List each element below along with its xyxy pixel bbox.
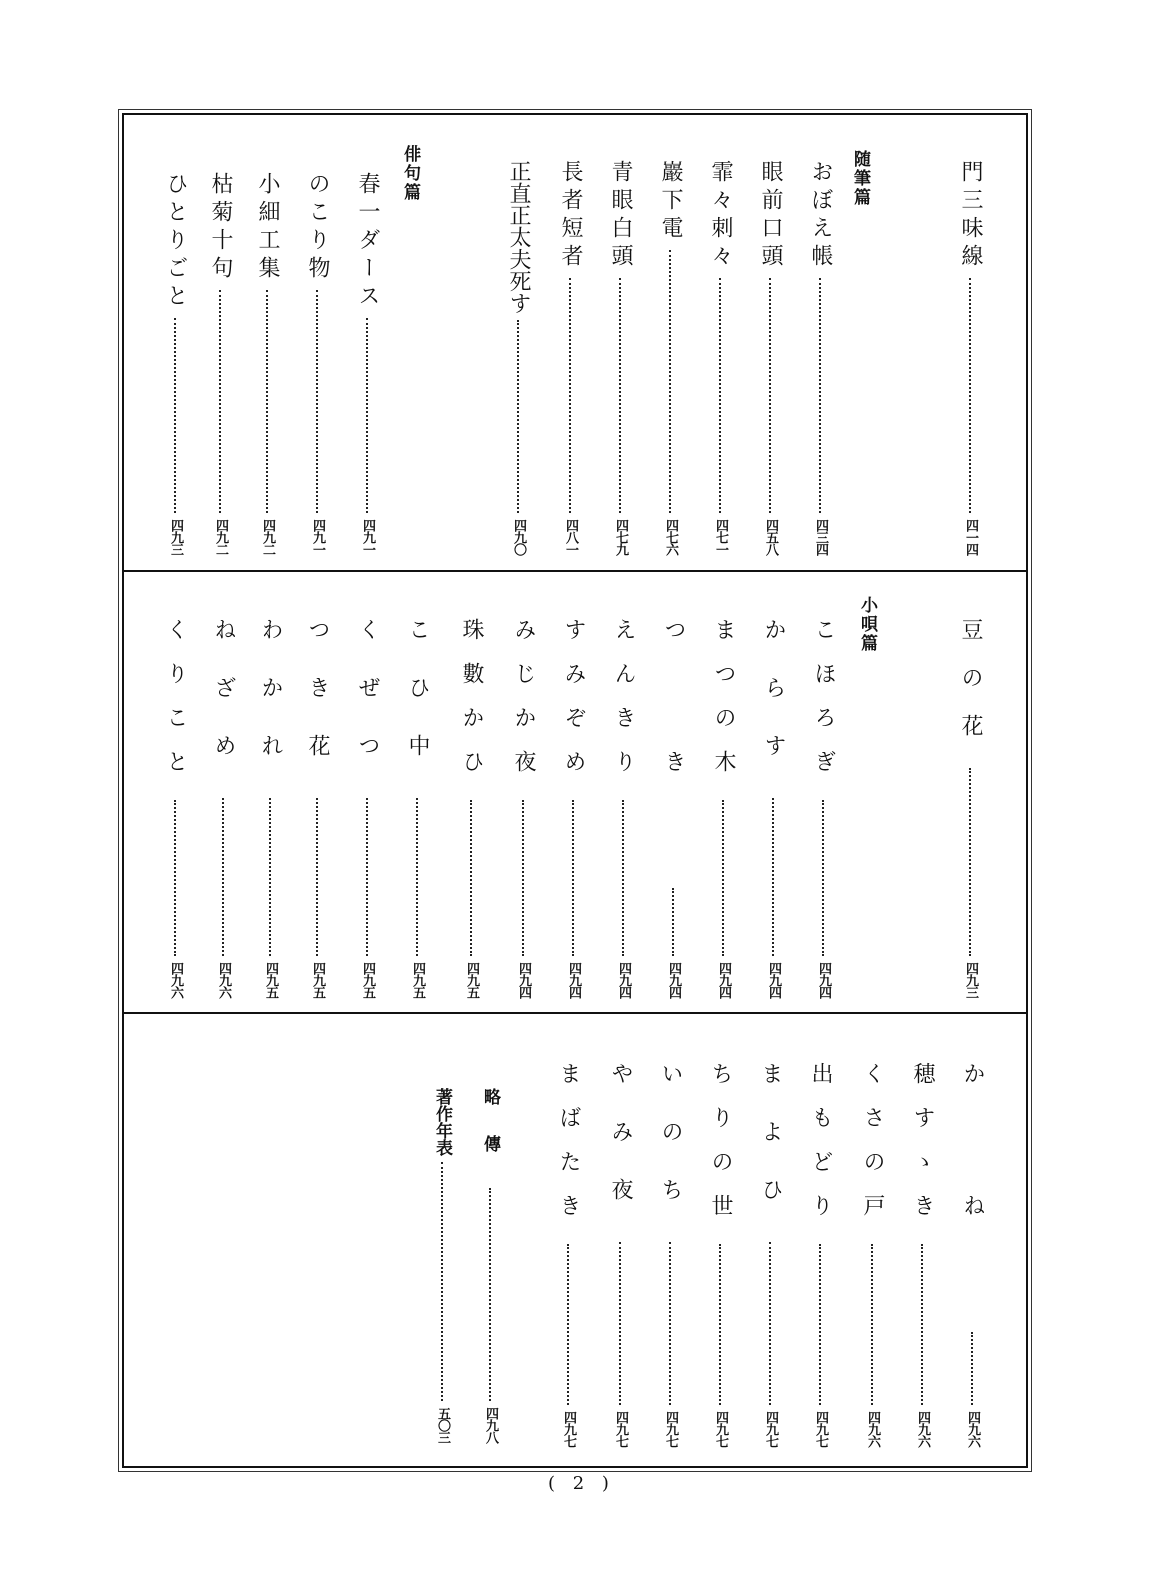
leader-dots bbox=[871, 1244, 875, 1405]
entry-title: 眼前口頭 bbox=[758, 160, 783, 272]
toc-entry[interactable] bbox=[805, 160, 836, 555]
entry-title: こひ中 bbox=[405, 618, 430, 792]
toc-entry[interactable] bbox=[503, 160, 534, 555]
leader-dots bbox=[819, 278, 823, 513]
leader-dots bbox=[719, 278, 723, 513]
entry-page: 四九七 bbox=[613, 1411, 628, 1447]
entry-title: まばたき bbox=[556, 1062, 581, 1238]
leader-dots bbox=[822, 800, 826, 956]
toc-entry[interactable] bbox=[302, 618, 333, 998]
entry-title: わかれ bbox=[258, 618, 283, 792]
leader-dots bbox=[969, 278, 973, 513]
entry-page: 四九六 bbox=[865, 1411, 880, 1447]
entry-title: ひとりごと bbox=[163, 172, 188, 312]
entry-page: 四九六 bbox=[216, 962, 231, 998]
entry-page: 四九六 bbox=[965, 1411, 980, 1447]
toc-entry[interactable] bbox=[478, 1088, 503, 1443]
leader-dots bbox=[921, 1244, 925, 1405]
entry-title: やみ夜 bbox=[608, 1062, 633, 1236]
leader-dots bbox=[672, 888, 676, 956]
entry-title: くぜつ bbox=[355, 618, 380, 792]
leader-dots bbox=[722, 800, 726, 956]
toc-entry[interactable] bbox=[255, 618, 286, 998]
entry-page: 四九四 bbox=[716, 962, 731, 998]
toc-entry[interactable] bbox=[755, 1062, 786, 1447]
toc-entry[interactable] bbox=[655, 160, 686, 555]
entry-title: 略傳 bbox=[480, 1088, 500, 1182]
leader-dots bbox=[366, 318, 370, 513]
leader-dots bbox=[769, 278, 773, 513]
leader-dots bbox=[971, 1332, 975, 1405]
entry-page: 四九八 bbox=[483, 1407, 498, 1443]
divider-bottom bbox=[124, 1012, 1026, 1014]
toc-entry[interactable] bbox=[208, 618, 239, 998]
entry-title: 霏々刺々 bbox=[708, 160, 733, 272]
toc-entry[interactable] bbox=[805, 1062, 836, 1447]
entry-page: 四九七 bbox=[561, 1411, 576, 1447]
toc-entry[interactable] bbox=[907, 1062, 938, 1447]
entry-title: かね bbox=[960, 1062, 985, 1326]
toc-entry[interactable] bbox=[808, 618, 839, 998]
entry-page: 四九五 bbox=[360, 962, 375, 998]
entry-title: 豆の花 bbox=[958, 618, 983, 762]
leader-dots bbox=[316, 290, 320, 513]
page-number: ( 2 ) bbox=[548, 1473, 615, 1494]
entry-page: 四九四 bbox=[666, 962, 681, 998]
entry-page: 四九五 bbox=[310, 962, 325, 998]
entry-title: ちりの世 bbox=[708, 1062, 733, 1238]
toc-entry[interactable] bbox=[758, 618, 789, 998]
leader-dots bbox=[819, 1244, 823, 1405]
leader-dots bbox=[567, 1244, 571, 1405]
section-heading: 俳句篇 bbox=[400, 145, 420, 202]
toc-entry[interactable] bbox=[705, 160, 736, 555]
entry-title: 春一ダース bbox=[355, 172, 380, 312]
entry-title: つき bbox=[661, 618, 686, 882]
toc-entry[interactable] bbox=[160, 172, 191, 555]
leader-dots bbox=[219, 290, 223, 513]
leader-dots bbox=[269, 798, 273, 956]
entry-title: まよひ bbox=[758, 1062, 783, 1236]
entry-title: のこり物 bbox=[305, 172, 330, 284]
entry-page: 四九四 bbox=[616, 962, 631, 998]
entry-title: 巖下電 bbox=[658, 160, 683, 244]
toc-entry[interactable] bbox=[160, 618, 191, 998]
entry-title: 著作年表 bbox=[432, 1088, 452, 1156]
toc-entry[interactable] bbox=[352, 172, 383, 555]
entry-page: 四八一 bbox=[563, 519, 578, 555]
entry-title: 長者短者 bbox=[558, 160, 583, 272]
toc-entry[interactable] bbox=[605, 160, 636, 555]
entry-page: 四九一 bbox=[360, 519, 375, 555]
leader-dots bbox=[772, 798, 776, 956]
entry-page: 四五八 bbox=[763, 519, 778, 555]
toc-entry[interactable] bbox=[708, 618, 739, 998]
leader-dots bbox=[416, 798, 420, 956]
toc-entry[interactable] bbox=[352, 618, 383, 998]
toc-entry[interactable] bbox=[205, 172, 236, 555]
entry-page: 四九一 bbox=[310, 519, 325, 555]
toc-entry[interactable] bbox=[605, 1062, 636, 1447]
entry-page: 四九五 bbox=[263, 962, 278, 998]
toc-entry[interactable] bbox=[402, 618, 433, 998]
entry-page: 四三四 bbox=[813, 519, 828, 555]
leader-dots bbox=[522, 800, 526, 956]
leader-dots bbox=[719, 1244, 723, 1405]
entry-page: 四九三 bbox=[168, 519, 183, 555]
toc-entry[interactable] bbox=[252, 172, 283, 555]
toc-entry[interactable] bbox=[955, 618, 986, 998]
entry-page: 四九六 bbox=[915, 1411, 930, 1447]
toc-entry[interactable] bbox=[955, 160, 986, 555]
entry-page: 四九四 bbox=[516, 962, 531, 998]
leader-dots bbox=[266, 290, 270, 513]
toc-entry[interactable] bbox=[655, 1062, 686, 1447]
leader-dots bbox=[174, 800, 178, 956]
entry-page: 四九五 bbox=[464, 962, 479, 998]
toc-entry[interactable] bbox=[608, 618, 639, 998]
section-heading: 随筆篇 bbox=[850, 150, 870, 207]
entry-title: こほろぎ bbox=[811, 618, 836, 794]
toc-entry[interactable] bbox=[558, 618, 589, 998]
entry-page: 四九四 bbox=[566, 962, 581, 998]
entry-title: まつの木 bbox=[711, 618, 736, 794]
toc-entry[interactable] bbox=[705, 1062, 736, 1447]
leader-dots bbox=[769, 1242, 773, 1405]
entry-title: みじか夜 bbox=[511, 618, 536, 794]
entry-page: 四九三 bbox=[963, 962, 978, 998]
leader-dots bbox=[669, 1242, 673, 1405]
toc-entry[interactable] bbox=[302, 172, 333, 555]
toc-entry[interactable] bbox=[755, 160, 786, 555]
toc-entry[interactable] bbox=[508, 618, 539, 998]
entry-page: 四九二 bbox=[260, 519, 275, 555]
leader-dots bbox=[366, 798, 370, 956]
toc-entry[interactable] bbox=[430, 1088, 455, 1443]
entry-title: くさの戸 bbox=[860, 1062, 885, 1238]
entry-title: ねざめ bbox=[211, 618, 236, 792]
leader-dots bbox=[222, 798, 226, 956]
entry-title: えんきり bbox=[611, 618, 636, 794]
toc-entry[interactable] bbox=[456, 618, 487, 998]
entry-title: いのち bbox=[658, 1062, 683, 1236]
toc-entry[interactable] bbox=[957, 1062, 988, 1447]
entry-page: 四九二 bbox=[213, 519, 228, 555]
entry-page: 四九七 bbox=[813, 1411, 828, 1447]
entry-title: 出もどり bbox=[808, 1062, 833, 1238]
entry-title: 正直正太夫死す bbox=[506, 160, 531, 314]
leader-dots bbox=[489, 1188, 493, 1401]
entry-page: 四九五 bbox=[410, 962, 425, 998]
toc-entry[interactable] bbox=[658, 618, 689, 998]
entry-page: 四九四 bbox=[766, 962, 781, 998]
entry-page: 五〇三 bbox=[435, 1407, 450, 1443]
leader-dots bbox=[622, 800, 626, 956]
leader-dots bbox=[316, 798, 320, 956]
entry-page: 四七九 bbox=[613, 519, 628, 555]
entry-title: 枯菊十句 bbox=[208, 172, 233, 284]
entry-page: 四九七 bbox=[713, 1411, 728, 1447]
leader-dots bbox=[470, 800, 474, 956]
entry-title: 青眼白頭 bbox=[608, 160, 633, 272]
leader-dots bbox=[174, 318, 178, 513]
entry-title: つき花 bbox=[305, 618, 330, 792]
entry-page: 四一四 bbox=[963, 519, 978, 555]
entry-title: 穂すゝき bbox=[910, 1062, 935, 1238]
toc-entry[interactable] bbox=[553, 1062, 584, 1447]
entry-page: 四九〇 bbox=[511, 519, 526, 555]
entry-title: 小細工集 bbox=[255, 172, 280, 284]
leader-dots bbox=[441, 1162, 445, 1401]
toc-entry[interactable] bbox=[857, 1062, 888, 1447]
entry-title: すみぞめ bbox=[561, 618, 586, 794]
leader-dots bbox=[517, 320, 521, 513]
entry-page: 四九七 bbox=[763, 1411, 778, 1447]
leader-dots bbox=[619, 1242, 623, 1405]
leader-dots bbox=[969, 768, 973, 956]
leader-dots bbox=[569, 278, 573, 513]
entry-title: くりこと bbox=[163, 618, 188, 794]
leader-dots bbox=[572, 800, 576, 956]
entry-title: おぼえ帳 bbox=[808, 160, 833, 272]
entry-page: 四七六 bbox=[663, 519, 678, 555]
section-heading: 小唄篇 bbox=[857, 596, 877, 653]
leader-dots bbox=[619, 278, 623, 513]
divider-top bbox=[124, 570, 1026, 572]
toc-entry[interactable] bbox=[555, 160, 586, 555]
entry-page: 四九四 bbox=[816, 962, 831, 998]
entry-title: 珠數かひ bbox=[459, 618, 484, 794]
entry-page: 四九六 bbox=[168, 962, 183, 998]
entry-title: からす bbox=[761, 618, 786, 792]
entry-page: 四七一 bbox=[713, 519, 728, 555]
leader-dots bbox=[669, 250, 673, 513]
entry-page: 四九七 bbox=[663, 1411, 678, 1447]
entry-title: 門三味線 bbox=[958, 160, 983, 272]
